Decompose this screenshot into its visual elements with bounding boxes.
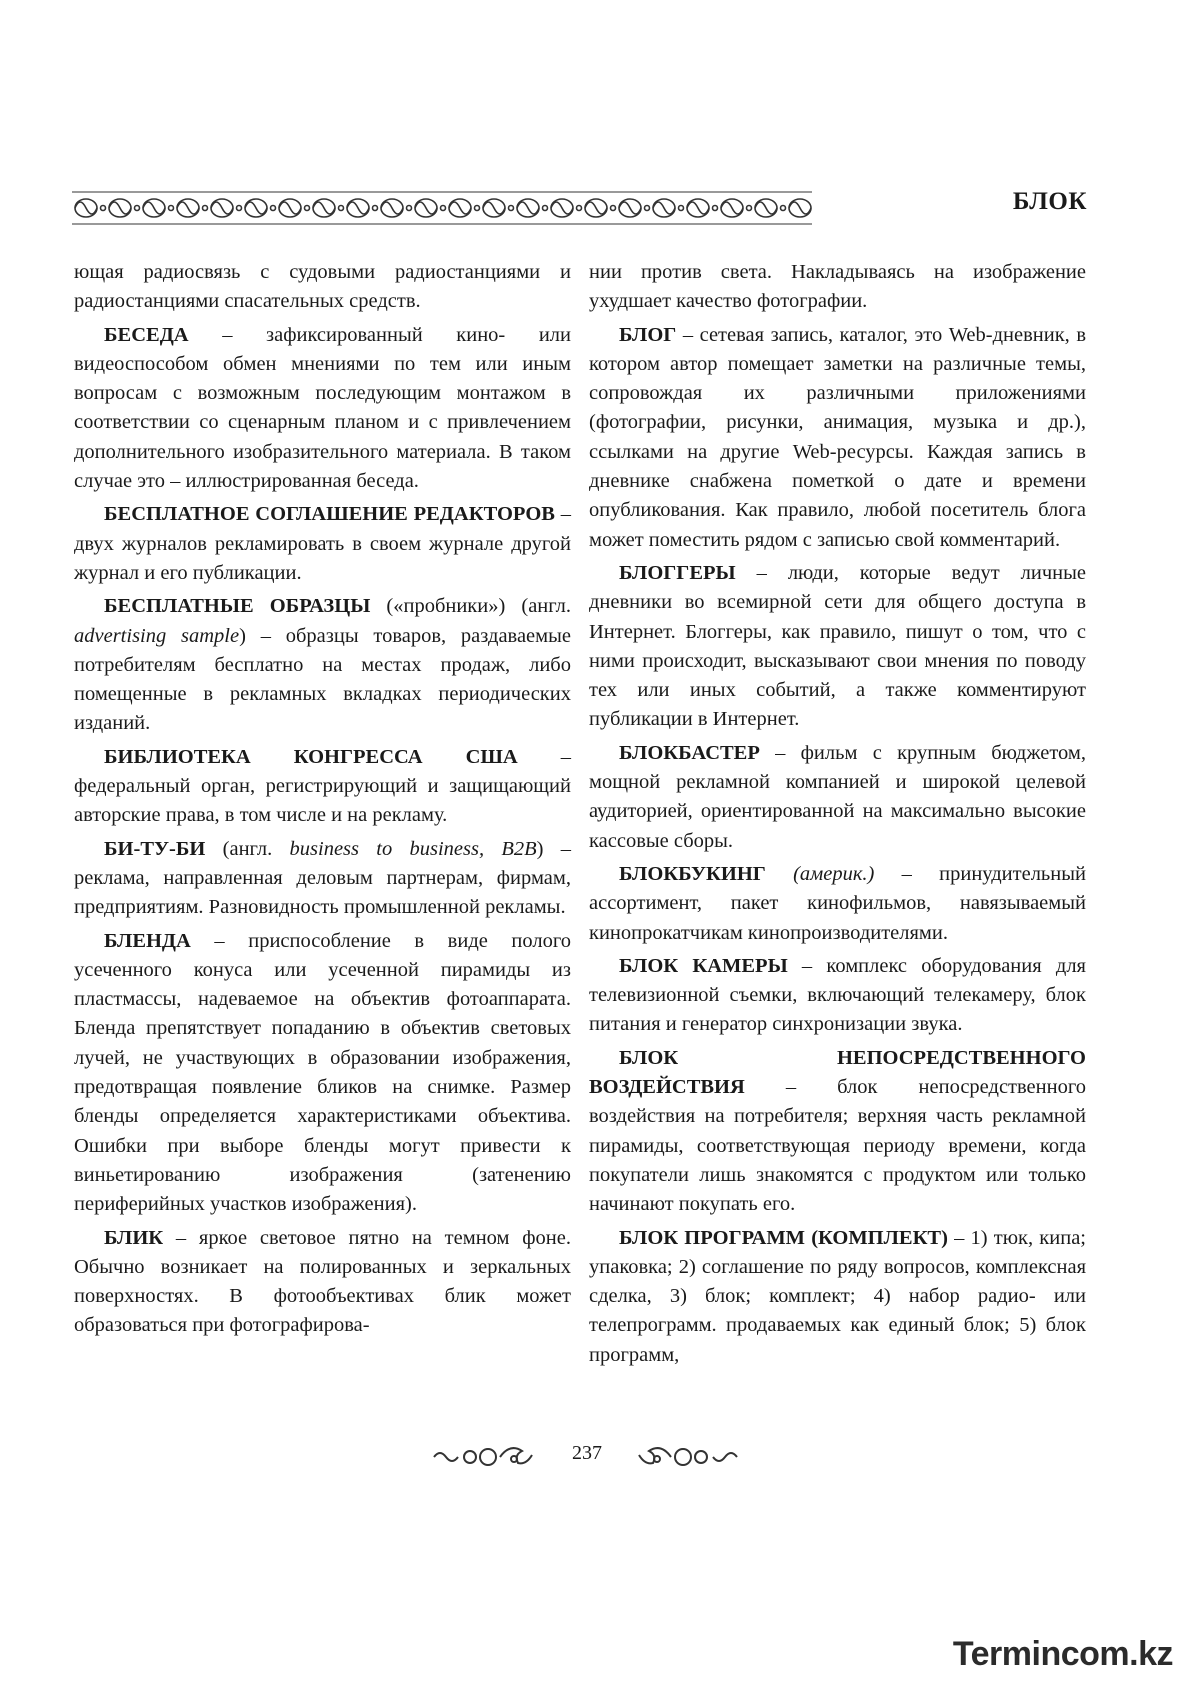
ornament-twist <box>687 202 709 214</box>
entry-besplatnoe-soglashenie <box>74 500 571 588</box>
ornament-twist <box>517 202 539 214</box>
entry-term: БЛОКБАСТЕР <box>619 741 760 764</box>
ornament-twist <box>721 202 743 214</box>
entry-text: ) – образцы товаров, раздаваемые потребителям бесплатно на местах продаж, либо помещенные в рекламных вкладках периодических изданий. <box>74 624 571 735</box>
entry-text: – 1) тюк, кипа; упаковка; 2) соглашение по ряду вопросов, комплексная сделка, 3) блок; комплект; 4) набор радио- или телепрограмм. продаваемых как единый блок; 5) блок программ, <box>589 1226 1086 1366</box>
right-column <box>589 258 1086 1374</box>
entry-text: – зафиксированный кино- или видеоспособом обмен мнениями по тем или иным вопросам с возможным последующим монтажом в соответствии со сценарным планом и с привлечением дополнительного изобразительного материала. В таком случае это – иллюстрированная беседа. <box>74 323 571 493</box>
ornament-twist <box>653 202 675 214</box>
entry-term: БЛОГГЕРЫ <box>619 561 736 584</box>
ornament-dot <box>407 206 412 211</box>
ornament-dot <box>237 206 242 211</box>
entry-besplatnye-obraztsy <box>74 592 571 738</box>
ornament-twist <box>551 202 573 214</box>
ornament-dot <box>475 206 480 211</box>
ornament-dot <box>543 206 548 211</box>
entry-continuation <box>589 258 1086 317</box>
entry-blokbaster <box>589 739 1086 856</box>
entry-term: БЕСПЛАТНЫЕ ОБРАЗЦЫ <box>104 595 371 618</box>
ornament-twist <box>381 202 403 214</box>
entry-blik <box>74 1224 571 1341</box>
entry-italic: advertising sample <box>74 624 240 647</box>
entry-text: – сетевая запись, каталог, это Web-дневник, в котором автор помещает заметки на различные темы, сопровождая их различными приложениями (фотографии, рисунки, анимация, музыка и др.), ссылками на другие Web-ресурсы. Каждая запись в дневнике снабжена пометкой о дате и времени опубликования. Как правило, любой посетитель блога может поместить рядом с записью свой комментарий. <box>589 323 1086 551</box>
ornament-twist <box>789 202 811 214</box>
ornament-dot <box>271 206 276 211</box>
entry-blenda <box>74 927 571 1220</box>
ornament-twist <box>483 202 505 214</box>
entry-term: БЕСПЛАТНОЕ СОГЛАШЕНИЕ РЕДАКТОРОВ <box>104 503 555 526</box>
ornament-dot <box>441 206 446 211</box>
entry-blok-kamery <box>589 952 1086 1040</box>
ornament-twist <box>211 202 233 214</box>
ornament-dot <box>339 206 344 211</box>
ornament-twist <box>313 202 335 214</box>
entry-biblioteka-kongressa <box>74 743 571 831</box>
entry-text: – принудительный ассортимент, пакет кинофильмов, навязываемый кинопрокатчикам кинопроизводителями. <box>589 862 1086 944</box>
ornament-twist <box>347 202 369 214</box>
ornament-twist <box>177 202 199 214</box>
entry-text: – комплекс оборудования для телевизионной съемки, включающий телекамеру, блок питания и генератор синхронизации звука. <box>589 954 1086 1036</box>
entry-beseda <box>74 321 571 497</box>
entry-text <box>766 863 793 885</box>
ornament-twist <box>449 202 471 214</box>
ornament-twist <box>109 202 131 214</box>
entry-text: – яркое световое пятно на темном фоне. Обычно возникает на полированных и зеркальных поверхностях. В фотообъективах блик может образоваться при фотографирова- <box>74 1226 571 1337</box>
entry-term: БЛИК <box>104 1226 164 1249</box>
ornament-dot <box>373 206 378 211</box>
entry-blok-programm <box>589 1224 1086 1370</box>
ornament-dot <box>135 206 140 211</box>
entry-text: – федеральный орган, регистрирующий и защищающий авторские права, в том числе и на рекламу. <box>74 745 571 827</box>
entry-blokbuking <box>589 860 1086 948</box>
ornament-dot <box>611 206 616 211</box>
ornament-twist <box>585 202 607 214</box>
entry-term: БЛЕНДА <box>104 929 191 952</box>
ornament-dot <box>101 206 106 211</box>
ornament-dot <box>305 206 310 211</box>
footer-ornament-left <box>430 1440 538 1474</box>
ornament-dot <box>747 206 752 211</box>
page-footer <box>0 1440 1191 1474</box>
ornament-dot <box>169 206 174 211</box>
entry-continuation <box>74 258 571 317</box>
entry-text: – блок непосредственного воздействия на потребителя; верхняя часть рекламной пирамиды, соответствующая периоду времени, когда покупатели лишь знакомятся с продуктом или только начинают покупать его. <box>589 1076 1086 1216</box>
ornament-twist <box>619 202 641 214</box>
entry-text: ) – реклама, направленная деловым партнерам, фирмам, предприятиям. Разновидность промышленной рекламы. <box>74 837 571 919</box>
entry-text: – двух журналов рекламировать в своем журнале другой журнал и его публикации. <box>74 503 571 584</box>
entry-text: – люди, которые ведут личные дневники во всемирной сети для общего доступа в Интернет. Блоггеры, как правило, пишут о том, что с ними происходит, высказывают свои мнения по поводу тех или иных событий, а также комментируют публикации в Интернет. <box>589 561 1086 731</box>
ornament-twist <box>415 202 437 214</box>
entry-blog <box>589 321 1086 555</box>
ornament-twist <box>143 202 165 214</box>
entry-text: (англ. <box>205 837 290 860</box>
site-watermark <box>953 1635 1173 1674</box>
entry-term: БЛОГ <box>619 323 677 346</box>
ornament-dot <box>713 206 718 211</box>
entry-text: нии против света. Накладываясь на изображение ухудшает качество фотографии. <box>589 261 1086 313</box>
entry-term: БИБЛИОТЕКА КОНГРЕССА США <box>104 745 518 768</box>
entry-text: («пробники») (англ. <box>370 595 571 618</box>
ornament-dot <box>645 206 650 211</box>
entry-bloggery <box>589 559 1086 735</box>
entry-italic: business to business, B2B <box>289 837 537 860</box>
entry-term: БЛОК ПРОГРАММ (КОМПЛЕКТ) <box>619 1226 948 1249</box>
entry-term: БИ-ТУ-БИ <box>104 837 206 860</box>
ornament-dot <box>781 206 786 211</box>
header-ornament <box>72 188 812 228</box>
ornament-dot <box>577 206 582 211</box>
entry-blok-neposredstvennogo <box>589 1044 1086 1220</box>
entry-term: БЛОК НЕПОСРЕДСТВЕННОГО ВОЗДЕЙСТВИЯ <box>589 1046 1086 1099</box>
ornament-twist <box>755 202 777 214</box>
running-head: БЛОК <box>1012 188 1087 215</box>
ornament-dot <box>679 206 684 211</box>
ornament-twist <box>75 202 97 214</box>
ornament-twist <box>245 202 267 214</box>
entry-bi-tu-bi <box>74 835 571 923</box>
page-number: 237 <box>572 1442 602 1464</box>
footer-ornament-right <box>633 1440 741 1474</box>
ornament-twist <box>279 202 301 214</box>
ornament-dot <box>203 206 208 211</box>
watermark-text: Termincom.kz <box>952 1635 1173 1673</box>
entry-text: – фильм с крупным бюджетом, мощной рекламной компанией и широкой целевой аудиторией, ориентированной на максимально высокие кассовые сборы. <box>589 741 1086 852</box>
entry-term: БЛОК КАМЕРЫ <box>619 954 788 977</box>
entry-italic: (америк.) <box>793 862 875 885</box>
entry-term: БЛОКБУКИНГ <box>619 862 766 885</box>
left-column <box>74 258 571 1345</box>
ornament-dot <box>509 206 514 211</box>
entry-term: БЕСЕДА <box>104 323 189 346</box>
entry-text: – приспособление в виде полого усеченного конуса или усеченной пирамиды из пластмассы, надеваемое на объектив фотоаппарата. Бленда препятствует попаданию в объектив световых лучей, не участвующих в образовании изображения, предотвращая появление бликов на снимке. Размер бленды определяется характеристиками объектива. Ошибки при выборе бленды могут привести к виньетированию изображения (затенению периферийных участков изображения). <box>74 929 571 1216</box>
entry-text: ющая радиосвязь с судовыми радиостанциями и радиостанциями спасательных средств. <box>74 261 571 313</box>
